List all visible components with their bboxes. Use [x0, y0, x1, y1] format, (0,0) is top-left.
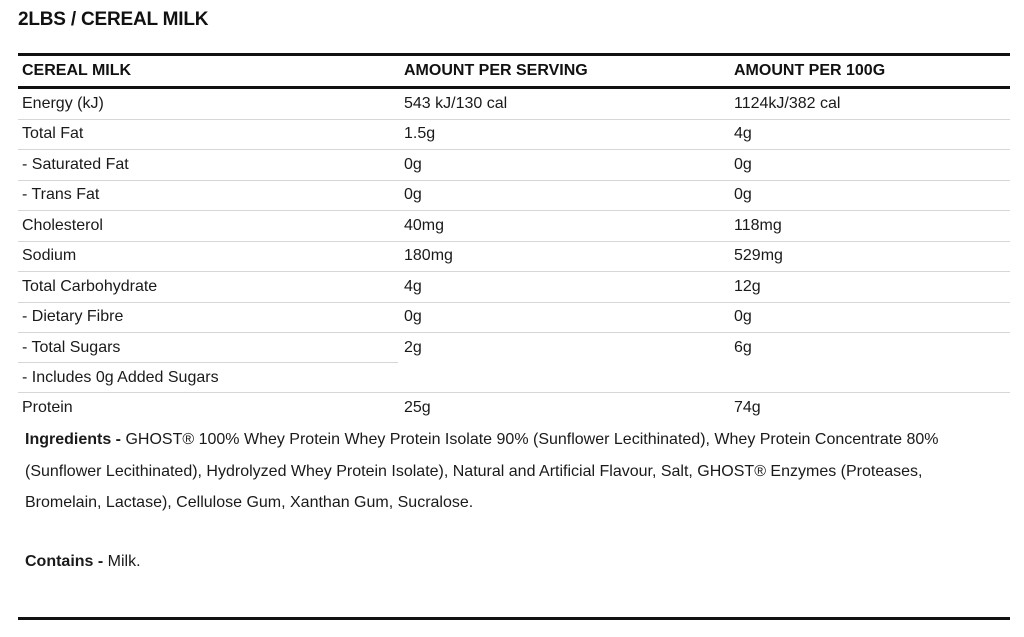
table-row	[18, 211, 1010, 242]
table-row	[18, 89, 1010, 120]
bottom-divider	[18, 617, 1010, 620]
nutrient-name: - Saturated Fat	[22, 155, 129, 173]
column-header-per100g: AMOUNT PER 100G	[734, 62, 886, 79]
table-row	[18, 242, 1010, 273]
amount-per-100g: 0g	[734, 186, 752, 204]
amount-per-serving: 25g	[404, 398, 431, 416]
nutrient-name: Energy (kJ)	[22, 94, 104, 112]
nutrient-name: - Total Sugars	[22, 338, 121, 356]
nutrient-name: Sodium	[22, 247, 77, 265]
nutrient-name: Total Carbohydrate	[22, 277, 158, 295]
column-header-serving: AMOUNT PER SERVING	[404, 62, 588, 79]
amount-per-100g: 1124kJ/382 cal	[734, 94, 841, 112]
table-row	[18, 303, 1010, 334]
amount-per-serving: 0g	[404, 308, 422, 326]
amount-per-serving: 180mg	[404, 247, 453, 265]
amount-per-100g: 0g	[734, 155, 752, 173]
amount-per-100g: 12g	[734, 277, 761, 295]
table-row	[18, 333, 1010, 393]
amount-per-100g: 0g	[734, 308, 752, 326]
table-header-row	[18, 56, 1010, 89]
table-row	[18, 150, 1010, 181]
nutrient-subnote: - Includes 0g Added Sugars	[22, 368, 219, 386]
contains-label: Contains -	[25, 553, 104, 570]
table-row	[18, 120, 1010, 151]
column-header-name: CEREAL MILK	[22, 62, 132, 79]
table-row	[18, 272, 1010, 303]
nutrient-name: Protein	[22, 398, 73, 416]
nutrient-name: - Dietary Fibre	[22, 308, 124, 326]
nutrition-table	[18, 53, 1010, 423]
amount-per-100g: 4g	[734, 125, 752, 143]
table-row	[18, 393, 1010, 423]
added-sugars-subrow	[18, 363, 398, 392]
page-title: 2LBS / CEREAL MILK	[18, 9, 209, 30]
ingredients-text: GHOST® 100% Whey Protein Whey Protein Isolate 90% (Sunflower Lecithinated), Whey Protein Concentrate 80% (Sunflower Lecithinated), Hydrolyzed Whey Protein Isolate), Natural and Artificial Flavour, Salt, GHOST® Enzymes (Proteases, Bromelain, Lactase), Cellulose Gum, Xanthan Gum, Sucralose.	[25, 431, 939, 511]
amount-per-serving: 0g	[404, 186, 422, 204]
nutrient-name: Cholesterol	[22, 216, 103, 234]
amount-per-100g: 529mg	[734, 247, 783, 265]
amount-per-serving: 2g	[404, 338, 422, 356]
amount-per-serving: 0g	[404, 155, 422, 173]
amount-per-serving: 4g	[404, 277, 422, 295]
amount-per-100g: 74g	[734, 398, 761, 416]
nutrient-name: - Trans Fat	[22, 186, 100, 204]
nutrient-name: Total Fat	[22, 125, 84, 143]
ingredients-paragraph	[25, 424, 1000, 519]
sugars-subrow	[18, 333, 398, 363]
table-row	[18, 181, 1010, 212]
amount-per-serving: 1.5g	[404, 125, 436, 143]
contains-text: Milk.	[107, 553, 141, 570]
allergen-paragraph	[25, 546, 141, 577]
amount-per-serving: 543 kJ/130 cal	[404, 94, 508, 112]
amount-per-100g: 118mg	[734, 216, 782, 234]
amount-per-100g: 6g	[734, 338, 752, 356]
ingredients-label: Ingredients -	[25, 431, 122, 448]
amount-per-serving: 40mg	[404, 216, 445, 234]
